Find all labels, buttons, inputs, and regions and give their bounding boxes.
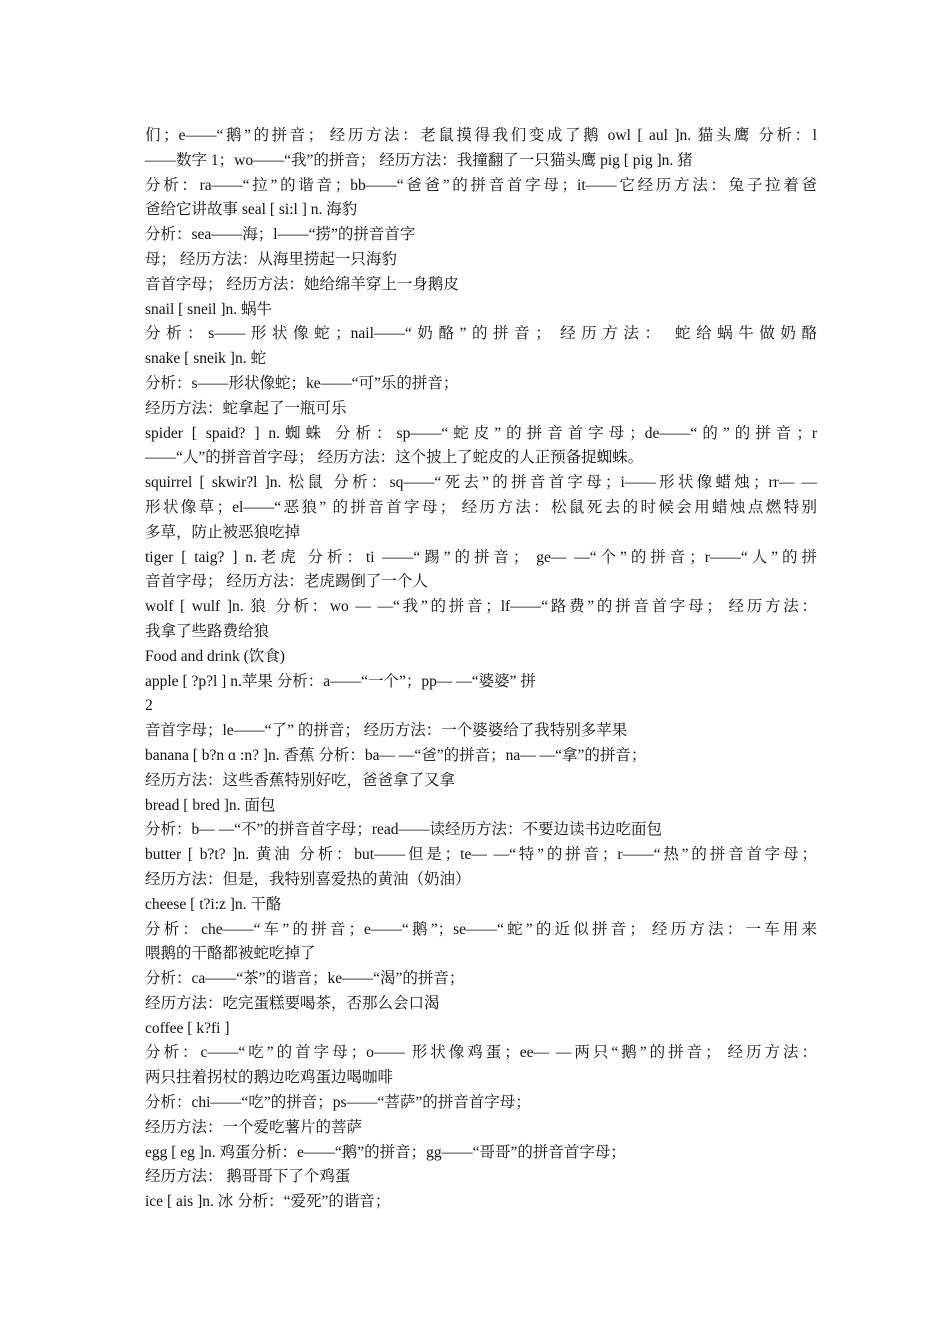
text-line: 经历方法：蛇拿起了一瓶可乐 <box>145 399 347 417</box>
text-line: ice [ ais ]n. 冰 分析：“爱死”的谐音； <box>145 1193 391 1211</box>
text-line: 经历方法：吃完蛋糕要喝茶，否那么会口渴 <box>145 994 440 1012</box>
document-page <box>145 124 817 1215</box>
text-line: apple [ ?p?l ] n.苹果 分析：a——“一个”；pp— —“婆婆” 拼 <box>145 672 536 690</box>
text-line: 音首字母； 经历方法：老虎踢倒了一个人 <box>145 573 428 591</box>
text-line: spider [ spaid? ] n.蜘蛛 分析：sp——“蛇皮”的拼音首字母；de——“的”的拼音；r <box>145 424 817 442</box>
text-line: 经历方法：但是，我特别喜爱热的黄油（奶油） <box>145 870 471 888</box>
text-line: 分析：s——形状像蛇；ke——“可”乐的拼音； <box>145 374 459 392</box>
text-line: wolf [ wulf ]n. 狼 分析：wo — —“我”的拼音；lf——“路费”的拼音首字母； 经历方法： <box>145 598 817 616</box>
text-line: 2 <box>145 697 153 715</box>
text-line: 分析：chi——“吃”的拼音；ps——“菩萨”的拼音首字母； <box>145 1094 531 1112</box>
text-line: squirrel [ skwir?l ]n. 松鼠 分析：sq——“死去”的拼音首字母；i——形状像蜡烛；rr— — <box>145 474 817 492</box>
text-line: ——数字 1；wo——“我”的拼音； 经历方法：我撞翻了一只猫头鹰 pig [ pig ]n. 猪 <box>145 151 693 169</box>
text-line: 经历方法： 鹅哥哥下了个鸡蛋 <box>145 1168 351 1186</box>
text-line: 分析：b— —“不”的拼音首字母；read——读经历方法：不要边读书边吃面包 <box>145 821 663 839</box>
text-line: 经历方法：一个爱吃薯片的菩萨 <box>145 1118 363 1136</box>
text-line: 们；e——“鹅”的拼音； 经历方法：老鼠摸得我们变成了鹅 owl [ aul ]n. 猫头鹰 分析：l <box>145 127 817 144</box>
text-line: 分析：che——“车”的拼音；e——“鹅”；se——“蛇”的近似拼音； 经历方法：一车用来 <box>145 920 817 938</box>
text-line: 音首字母； 经历方法：她给绵羊穿上一身鹅皮 <box>145 275 459 293</box>
text-line: 分析：s——形状像蛇；nail——“奶酪”的拼音； 经历方法： 蛇给蜗牛做奶酪 <box>145 325 817 343</box>
text-line: snail [ sneil ]n. 蜗牛 <box>145 300 272 318</box>
text-line: tiger [ taig? ] n.老虎 分析：ti ——“踢”的拼音； ge— —“个”的拼音；r——“人”的拼 <box>145 548 817 566</box>
text-line: 多草，防止被恶狼吃掉 <box>145 523 301 541</box>
text-line: 分析：ra——“拉”的谐音；bb——“爸爸”的拼音首字母；it——它经历方法：兔子拉着爸 <box>145 176 817 194</box>
text-line: snake [ sneik ]n. 蛇 <box>145 350 266 368</box>
text-line: 分析：sea——海；l——“捞”的拼音首字 <box>145 226 416 244</box>
text-line: banana [ b?n ɑ :n? ]n. 香蕉 分析：ba— —“爸”的拼音；na— —“拿”的拼音； <box>145 746 647 764</box>
text-line: 爸给它讲故事 seal [ si:l ] n. 海豹 <box>145 201 358 219</box>
text-line: ——“人”的拼音首字母； 经历方法：这个披上了蛇皮的人正预备捉蜘蛛。 <box>145 449 644 467</box>
text-line: 经历方法：这些香蕉特别好吃，爸爸拿了又拿 <box>145 771 456 789</box>
text-line: bread [ bred ]n. 面包 <box>145 796 276 814</box>
text-line: butter [ b?t? ]n. 黄油 分析：but——但是；te— —“特”的拼音；r——“热”的拼音首字母； <box>145 846 817 864</box>
text-line: 母； 经历方法：从海里捞起一只海豹 <box>145 250 397 268</box>
text-line: egg [ eg ]n. 鸡蛋分析：e——“鹅”的拼音；gg——“哥哥”的拼音首字母； <box>145 1143 626 1161</box>
text-line: 形状像草；el——“恶狼” 的拼音首字母； 经历方法：松鼠死去的时候会用蜡烛点燃特别 <box>145 498 817 516</box>
text-line: 两只拄着拐杖的鹅边吃鸡蛋边喝咖啡 <box>145 1069 394 1087</box>
text-line: Food and drink (饮食) <box>145 647 285 665</box>
text-line: 音首字母；le——“了” 的拼音； 经历方法：一个婆婆给了我特别多苹果 <box>145 722 628 740</box>
text-line: 我拿了些路费给狼 <box>145 622 270 640</box>
text-line: 分析：c——“吃”的首字母；o—— 形状像鸡蛋；ee— —两只“鹅”的拼音； 经历方法： <box>145 1044 817 1062</box>
text-line: cheese [ t?i:z ]n. 干酪 <box>145 895 282 913</box>
text-line: 分析：ca——“茶”的谐音；ke——“渴”的拼音； <box>145 970 465 988</box>
text-line: coffee [ k?fi ] <box>145 1019 230 1037</box>
text-line: 喂鹅的干酪都被蛇吃掉了 <box>145 945 316 963</box>
